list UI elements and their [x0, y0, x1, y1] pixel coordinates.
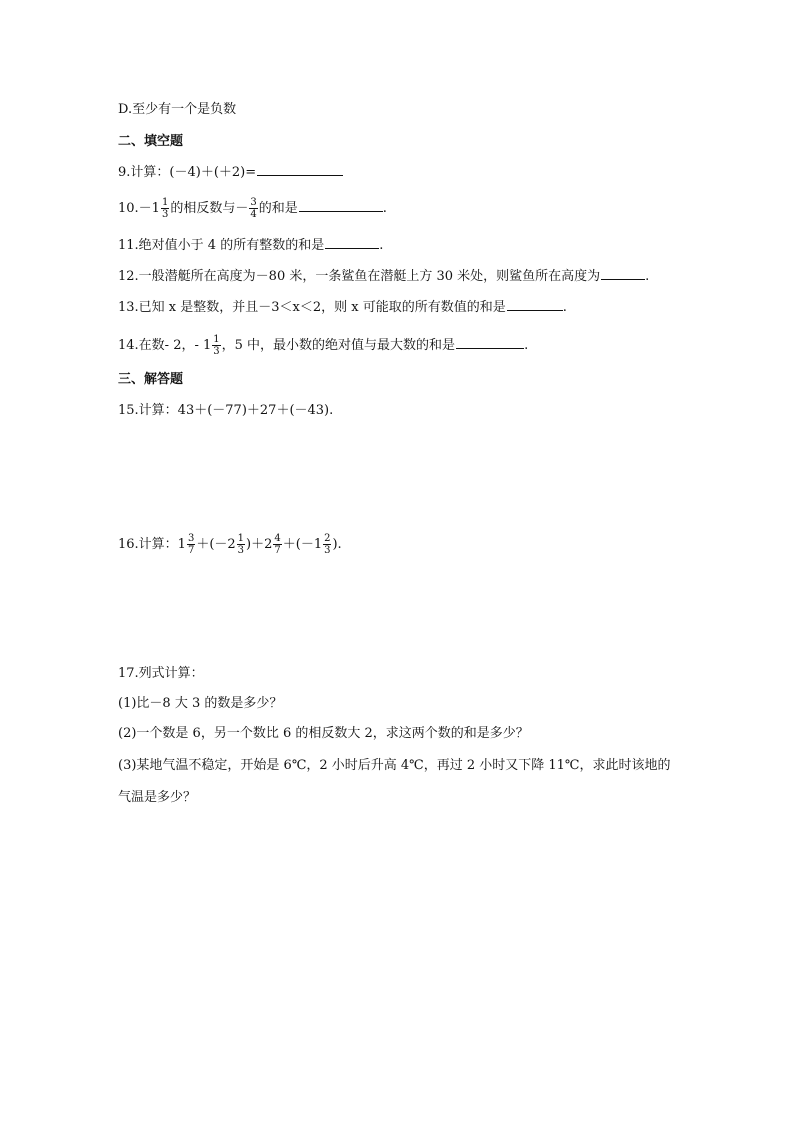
question-16-end: ).	[332, 537, 342, 552]
fraction-denominator: 4	[250, 209, 257, 220]
question-17-sub-3-cont	[118, 789, 196, 807]
fraction-numerator: 2	[324, 533, 331, 544]
section-heading-text: 二、填空题	[118, 134, 184, 149]
question-14-end: .	[524, 338, 529, 353]
question-12	[118, 267, 649, 286]
section-heading-text: 三、解答题	[118, 372, 184, 387]
question-16-prefix: 16.计算：1	[118, 537, 186, 552]
question-17-title	[118, 665, 204, 683]
question-16	[118, 533, 342, 556]
answer-blank[interactable]	[507, 298, 563, 311]
question-14-suffix: ，5 中，最小数的绝对值与最大数的和是	[221, 338, 456, 353]
fraction	[161, 197, 169, 220]
question-14	[118, 334, 528, 357]
question-17-sub-3	[118, 757, 670, 775]
fraction-denominator: 3	[213, 346, 220, 357]
question-11	[118, 236, 383, 255]
question-13-end: .	[562, 300, 567, 315]
fraction-denominator: 7	[274, 545, 281, 556]
question-13-text: 13.已知 x 是整数，并且－3＜x＜2，则 x 可能取的所有数值的和是	[118, 300, 506, 315]
question-17-sub-3-cont-text: 气温是多少？	[118, 790, 197, 805]
fraction-numerator: 1	[161, 197, 169, 208]
question-13	[118, 298, 567, 317]
question-9	[118, 163, 343, 182]
section-heading-solve	[118, 371, 183, 389]
fraction-denominator: 7	[187, 545, 195, 556]
question-15	[118, 402, 333, 420]
fraction-denominator: 3	[324, 545, 331, 556]
fraction-denominator: 3	[237, 545, 245, 556]
fraction-numerator: 1	[213, 334, 220, 345]
question-11-end: .	[379, 238, 384, 253]
answer-blank[interactable]	[257, 163, 343, 176]
fraction-numerator: 4	[274, 533, 281, 544]
fraction-numerator: 3	[187, 533, 195, 544]
question-16-part: ＋(－2	[196, 537, 236, 552]
fraction	[323, 533, 331, 556]
answer-blank[interactable]	[325, 236, 379, 249]
question-15-text: 15.计算：43＋(－77)＋27＋(－43).	[118, 403, 334, 418]
question-12-text: 12.一般潜艇所在高度为－80 米，一条鲨鱼在潜艇上方 30 米处，则鲨鱼所在高度为	[118, 269, 601, 284]
fraction-numerator: 3	[250, 197, 257, 208]
fraction	[273, 533, 281, 556]
option-d-text: D.至少有一个是负数	[118, 102, 237, 117]
section-heading-fill-in	[118, 133, 183, 151]
answer-blank[interactable]	[299, 199, 383, 212]
question-16-part: )＋2	[246, 537, 273, 552]
question-14-prefix: 14.在数- 2，- 1	[118, 338, 212, 353]
question-16-part: ＋(－1	[282, 537, 323, 552]
fraction	[187, 533, 195, 556]
question-10-suffix: 的和是	[258, 201, 298, 216]
fraction	[249, 197, 257, 220]
question-17-sub-2-text: (2)一个数是 6，另一个数比 6 的相反数大 2，求这两个数的和是多少？	[118, 726, 529, 741]
question-17-sub-2	[118, 725, 529, 743]
answer-blank[interactable]	[456, 336, 524, 349]
fraction-denominator: 3	[161, 209, 169, 220]
question-17-sub-1-text: (1)比－8 大 3 的数是多少？	[118, 696, 283, 711]
question-12-end: .	[645, 269, 650, 284]
answer-blank[interactable]	[601, 267, 645, 280]
option-d	[118, 101, 236, 119]
question-17-sub-1	[118, 695, 282, 713]
question-17-title-text: 17.列式计算：	[118, 666, 204, 681]
question-10-prefix: 10.－1	[118, 201, 160, 216]
question-10	[118, 197, 387, 220]
question-17-sub-3-text: (3)某地气温不稳定，开始是 6℃，2 小时后升高 4℃，再过 2 小时又下降 11℃，求此时该地的	[118, 758, 671, 773]
question-10-mid: 的相反数与－	[170, 201, 249, 216]
question-10-end: .	[382, 201, 387, 216]
fraction	[212, 334, 220, 357]
fraction-numerator: 1	[237, 533, 245, 544]
question-11-text: 11.绝对值小于 4 的所有整数的和是	[118, 238, 325, 253]
question-9-text: 9.计算：(－4)＋(＋2)=	[118, 165, 257, 180]
fraction	[237, 533, 245, 556]
